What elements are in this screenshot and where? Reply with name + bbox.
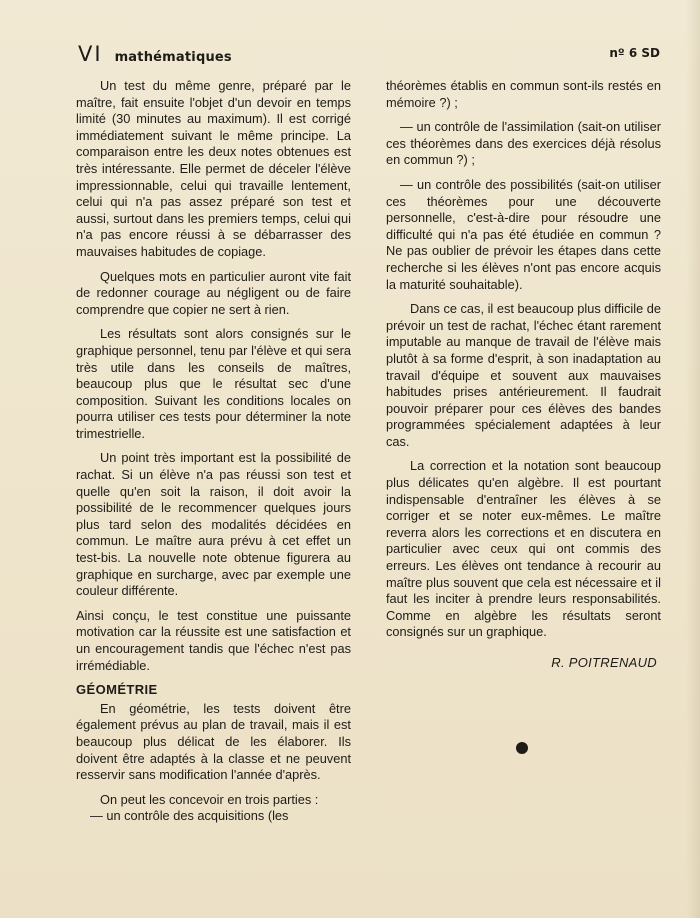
paragraph: Ainsi conçu, le test constitue une puissante motivation car la réussite est une satisfaction et un encouragement tandis que l'échec n'est pas irrémédiable. [76,607,351,673]
paragraph: théorèmes établis en commun sont-ils restés en mémoire ?) ; [386,78,661,110]
section-title: mathématiques [114,50,232,65]
paragraph: On peut les concevoir en trois parties : [100,791,319,807]
end-mark-dot [516,742,528,754]
issue-number: nº 6 SD [609,46,660,60]
section-heading: GÉOMÉTRIE [76,682,158,698]
header-left [78,42,232,66]
paragraph: — un contrôle de l'assimilation (sait-on utiliser ces théorèmes dans des exercices déjà résolus en commun ?) ; [386,119,661,168]
paragraph: — un contrôle des acquisitions (les [90,808,289,824]
paragraph: Un point très important est la possibilité de rachat. Si un élève n'a pas réussi son test et quelle qu'en soit la raison, il doit avoir la possibilité de le recommencer quelques jours plus tard selon des modalités décidées en commun. Le maître aura prévu à cet effet un test-bis. La nouvelle note obtenue figurera au graphique en surcharge, avec par exemple une couleur différente. [76,450,351,599]
page-number: VI [78,42,103,66]
paragraph: La correction et la notation sont beaucoup plus délicates qu'en algèbre. Il est pourtant indispensable d'entraîner les élèves à se corriger et se noter eux-mêmes. Le maître reverra alors les corrections et en discutera en particulier avec ceux qui ont commis des erreurs. Les élèves ont tendance à recourir au maître plus souvent que cela est nécessaire et il faut les inciter à prendre leurs responsabilités. Comme en algèbre les résultats seront consignés sur un graphique. [386,458,661,640]
paragraph: — un contrôle des possibilités (sait-on utiliser ces théorèmes pour une découverte personnelle, c'est-à-dire pour résoudre une difficulté qui n'a pas été étudiée en commun ? Ne pas oublier de prévoir les étapes dans cette recherche si les élèves n'ont pas encore acquis la maturité souhaitable). [386,176,661,292]
paragraph: Les résultats sont alors consignés sur le graphique personnel, tenu par l'élève et qui sera très utile dans les conseils de maîtres, beaucoup plus que le résultat sec d'une composition. Suivant les conditions locales on pourra utiliser ces tests pour déterminer la note trimestrielle. [76,326,351,441]
right-column [386,78,661,672]
page-header [78,42,660,66]
paragraph: Un test du même genre, préparé par le maître, fait ensuite l'objet d'un devoir en temps limité (30 minutes au maximum). Il est corrigé immédiatement suivant le même principe. La comparaison entre les deux notes obtenues est très intéressante. Elle permet de déceler l'élève impressionnable, celui qui travaille lentement, celui qui n'a pas assez préparé son test et aussi, surtout dans les premiers temps, celui qui n'a pas encore réussi à se débarrasser des mauvaises habitudes de copiage. [76,78,351,259]
paragraph: En géométrie, les tests doivent être également prévus au plan de travail, mais il est beaucoup plus délicat de les élaborer. Ils doivent être adaptés à la classe et ne peuvent resservir sans modification l'année d'après. [76,700,351,783]
author-signature: R. POITRENAUD [551,655,657,670]
left-column [76,78,351,825]
page-edge-shadow [686,0,700,918]
paragraph: Dans ce cas, il est beaucoup plus difficile de prévoir un test de rachat, l'échec étant rarement imputable au manque de travail de l'élève mais plutôt à sa forme d'esprit, à son inadaptation au travail d'équipe et souvent aux mauvaises habitudes prises antérieurement. Il faudrait pouvoir préparer pour ces élèves des bandes programmées spécialement adaptées à leur cas. [386,301,661,449]
paragraph: Quelques mots en particulier auront vite fait de redonner courage au négligent ou de faire comprendre que copier ne sert à rien. [76,268,351,317]
